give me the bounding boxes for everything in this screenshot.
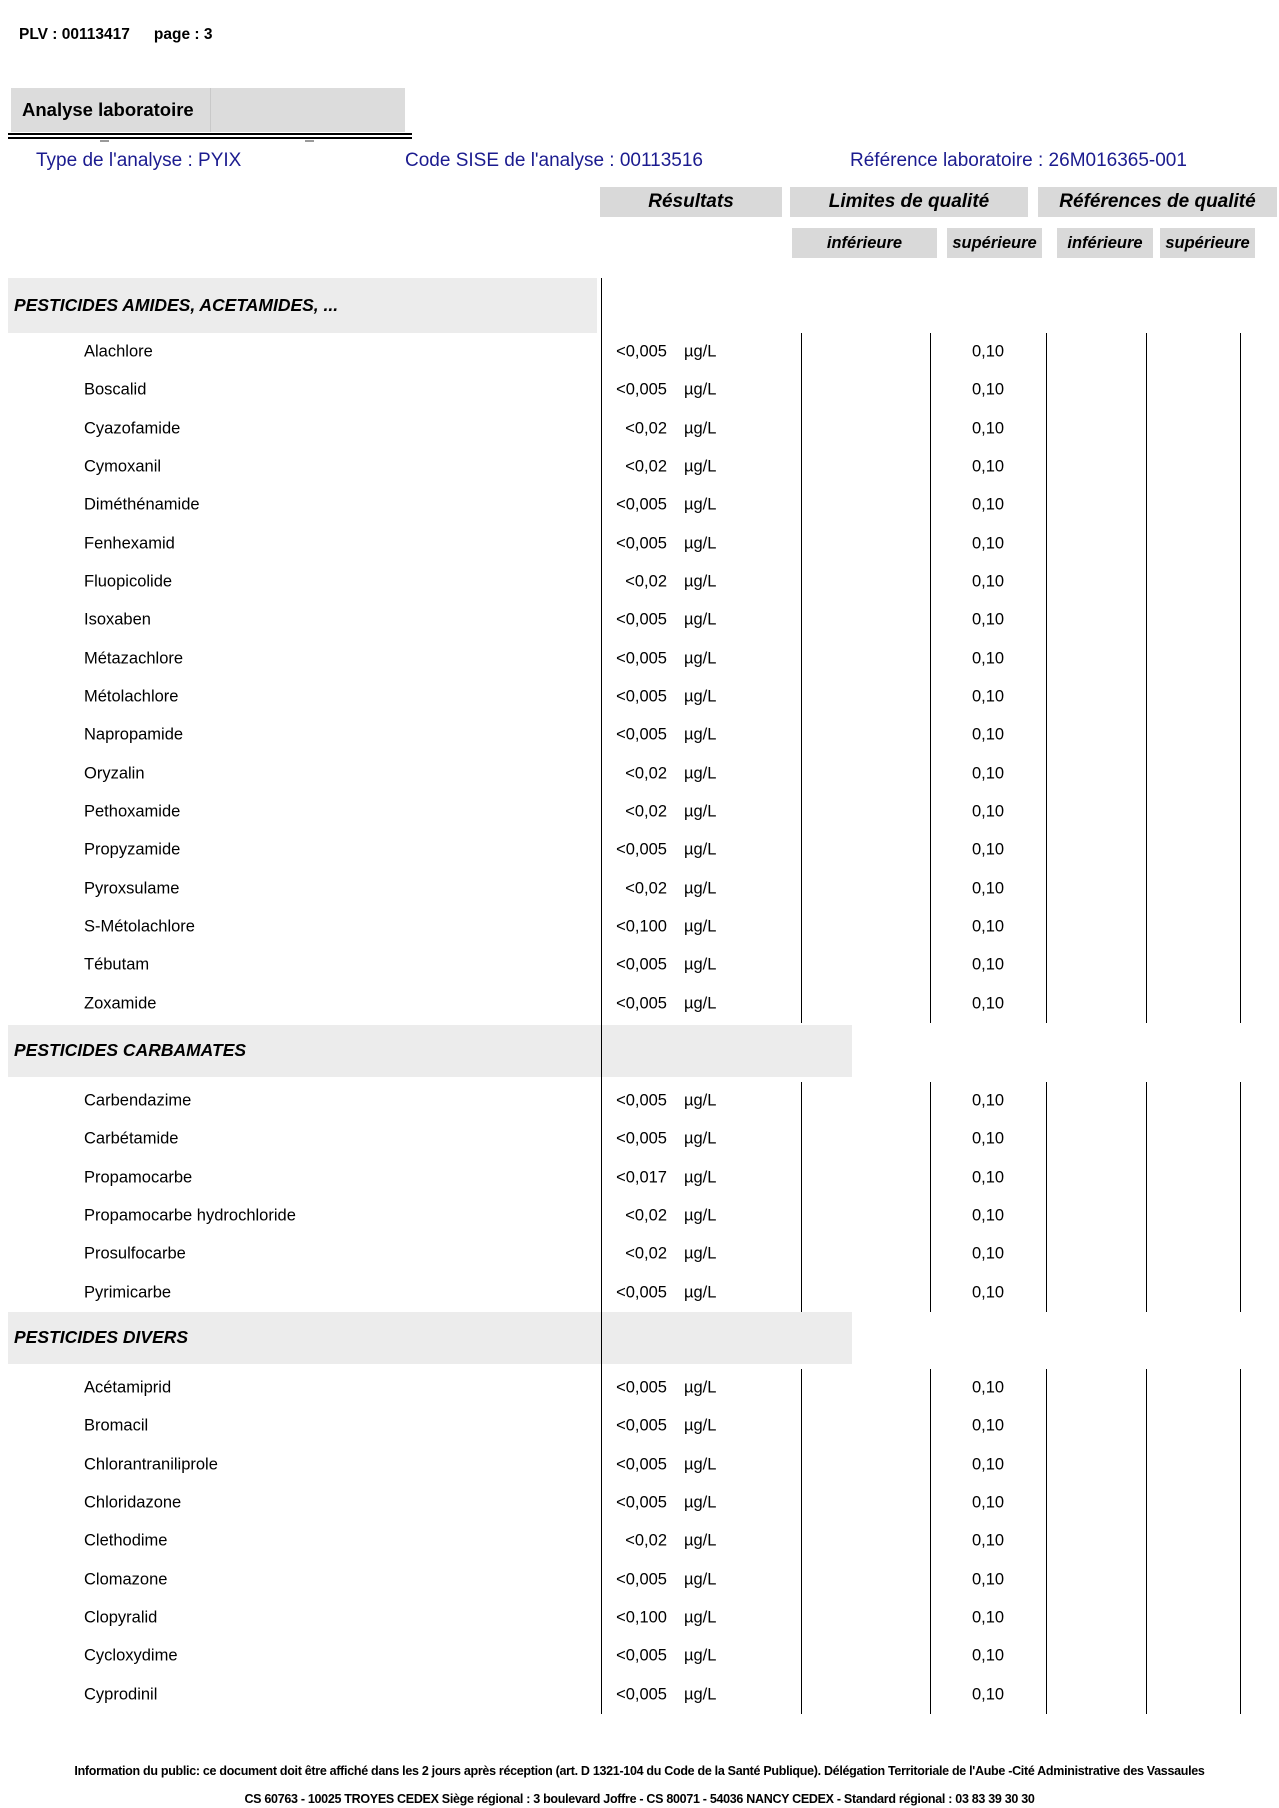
rule-tick (100, 140, 109, 142)
limite-superieure-value: 0,10 (971, 1493, 1005, 1512)
section-rows (0, 1369, 1279, 1714)
limite-superieure-value: 0,10 (971, 1455, 1005, 1474)
limite-superieure-value: 0,10 (971, 1646, 1005, 1665)
parameter-name: Cycloxydime (84, 1646, 178, 1665)
result-value: <0,02 (625, 802, 667, 821)
info-type-analyse: Type de l'analyse : PYIX (36, 150, 242, 171)
parameter-name: Propyzamide (84, 840, 181, 859)
result-unit: µg/L (684, 955, 717, 974)
parameter-row (0, 525, 1279, 563)
parameter-name: Prosulfocarbe (84, 1244, 186, 1263)
parameter-name: Isoxaben (84, 610, 151, 629)
footer-address-line: CS 60763 - 10025 TROYES CEDEX Siège régional : 3 boulevard Joffre - CS 80071 - 54036 NANCY CEDEX - Standard régional : 03 83 39 30 30 (244, 1792, 1035, 1806)
parameter-name: Métazachlore (84, 649, 184, 668)
result-value: <0,02 (625, 879, 667, 898)
result-value: <0,02 (625, 419, 667, 438)
parameter-name: Pyroxsulame (84, 879, 180, 898)
subheader-limite-superieure: supérieure (947, 228, 1042, 258)
result-unit: µg/L (684, 1378, 717, 1397)
parameter-row (0, 793, 1279, 831)
limite-superieure-value: 0,10 (971, 1244, 1005, 1263)
result-value: <0,005 (616, 840, 667, 859)
limite-superieure-value: 0,10 (971, 1416, 1005, 1435)
parameter-row (0, 831, 1279, 869)
parameter-row (0, 985, 1279, 1023)
parameter-name: Tébutam (84, 955, 150, 974)
limite-superieure-value: 0,10 (971, 1608, 1005, 1627)
result-unit: µg/L (684, 1129, 717, 1148)
limite-superieure-value: 0,10 (971, 457, 1005, 476)
limite-superieure-value: 0,10 (971, 495, 1005, 514)
parameter-row (0, 448, 1279, 486)
parameter-name: Boscalid (84, 380, 147, 399)
analysis-title-empty-cell (210, 88, 405, 132)
result-unit: µg/L (684, 802, 717, 821)
result-value: <0,005 (616, 610, 667, 629)
result-value: <0,005 (616, 1091, 667, 1110)
result-unit: µg/L (684, 1570, 717, 1589)
parameter-row (0, 1274, 1279, 1312)
parameter-row (0, 716, 1279, 754)
parameter-name: Cymoxanil (84, 457, 162, 476)
result-value: <0,02 (625, 1244, 667, 1263)
result-value: <0,005 (616, 649, 667, 668)
parameter-name: Clethodime (84, 1531, 168, 1550)
limite-superieure-value: 0,10 (971, 342, 1005, 361)
info-code-sise: Code SISE de l'analyse : 00113516 (405, 150, 703, 171)
results-table (0, 278, 1279, 1714)
limite-superieure-value: 0,10 (971, 380, 1005, 399)
result-unit: µg/L (684, 572, 717, 591)
parameter-row (0, 601, 1279, 639)
analysis-title-label: Analyse laboratoire (22, 99, 194, 120)
section-header: PESTICIDES CARBAMATES (8, 1025, 852, 1077)
limite-superieure-value: 0,10 (971, 1378, 1005, 1397)
limite-superieure-value: 0,10 (971, 917, 1005, 936)
parameter-name: Clopyralid (84, 1608, 158, 1627)
parameter-name: Napropamide (84, 725, 184, 744)
result-unit: µg/L (684, 380, 717, 399)
result-unit: µg/L (684, 649, 717, 668)
result-unit: µg/L (684, 457, 717, 476)
parameter-row (0, 1676, 1279, 1714)
section-header: PESTICIDES AMIDES, ACETAMIDES, ... (8, 278, 597, 333)
result-unit: µg/L (684, 725, 717, 744)
result-value: <0,100 (616, 1608, 667, 1627)
result-unit: µg/L (684, 917, 717, 936)
parameter-row (0, 1159, 1279, 1197)
limite-superieure-value: 0,10 (971, 879, 1005, 898)
page-header (19, 26, 212, 44)
parameter-row (0, 1637, 1279, 1675)
result-value: <0,02 (625, 572, 667, 591)
limite-superieure-value: 0,10 (971, 1531, 1005, 1550)
parameter-row (0, 1599, 1279, 1637)
result-value: <0,005 (616, 342, 667, 361)
result-value: <0,005 (616, 725, 667, 744)
result-unit: µg/L (684, 879, 717, 898)
parameter-name: Alachlore (84, 342, 153, 361)
result-unit: µg/L (684, 1206, 717, 1225)
result-unit: µg/L (684, 994, 717, 1013)
parameter-name: S-Métolachlore (84, 917, 195, 936)
column-header-limites: Limites de qualité (790, 187, 1028, 217)
section-header: PESTICIDES DIVERS (8, 1312, 852, 1364)
limite-superieure-value: 0,10 (971, 687, 1005, 706)
subheader-limite-inferieure: inférieure (792, 228, 937, 258)
parameter-row (0, 1484, 1279, 1522)
result-unit: µg/L (684, 419, 717, 438)
result-unit: µg/L (684, 534, 717, 553)
result-value: <0,005 (616, 380, 667, 399)
limite-superieure-value: 0,10 (971, 1283, 1005, 1302)
parameter-name: Carbétamide (84, 1129, 179, 1148)
parameter-name: Fenhexamid (84, 534, 175, 553)
double-rule-divider (8, 133, 412, 139)
limite-superieure-value: 0,10 (971, 1129, 1005, 1148)
limite-superieure-value: 0,10 (971, 610, 1005, 629)
parameter-name: Propamocarbe hydrochloride (84, 1206, 296, 1225)
parameter-row (0, 563, 1279, 601)
parameter-name: Chlorantraniliprole (84, 1455, 218, 1474)
parameter-name: Cyazofamide (84, 419, 181, 438)
parameter-name: Clomazone (84, 1570, 168, 1589)
result-unit: µg/L (684, 1493, 717, 1512)
limite-superieure-value: 0,10 (971, 419, 1005, 438)
result-unit: µg/L (684, 1685, 717, 1704)
result-unit: µg/L (684, 495, 717, 514)
parameter-row (0, 870, 1279, 908)
parameter-row (0, 333, 1279, 371)
plv-label: PLV : 00113417 (19, 26, 130, 43)
result-unit: µg/L (684, 1455, 717, 1474)
parameter-row (0, 1522, 1279, 1560)
result-unit: µg/L (684, 1168, 717, 1187)
result-value: <0,005 (616, 994, 667, 1013)
result-value: <0,005 (616, 534, 667, 553)
subheader-reference-inferieure: inférieure (1057, 228, 1153, 258)
parameter-name: Diméthénamide (84, 495, 200, 514)
result-value: <0,02 (625, 457, 667, 476)
result-value: <0,005 (616, 687, 667, 706)
parameter-row (0, 486, 1279, 524)
column-header-resultats: Résultats (600, 187, 782, 217)
limite-superieure-value: 0,10 (971, 1206, 1005, 1225)
limite-superieure-value: 0,10 (971, 572, 1005, 591)
limite-superieure-value: 0,10 (971, 1168, 1005, 1187)
parameter-name: Bromacil (84, 1416, 149, 1435)
parameter-row (0, 1082, 1279, 1120)
result-value: <0,100 (616, 917, 667, 936)
page-number-label: page : 3 (153, 26, 213, 43)
result-unit: µg/L (684, 1531, 717, 1550)
result-value: <0,005 (616, 1378, 667, 1397)
result-unit: µg/L (684, 1283, 717, 1302)
parameter-name: Acétamiprid (84, 1378, 172, 1397)
section-rows (0, 1082, 1279, 1312)
parameter-row (0, 755, 1279, 793)
parameter-name: Métolachlore (84, 687, 179, 706)
result-value: <0,005 (616, 1646, 667, 1665)
column-header-references: Références de qualité (1038, 187, 1277, 217)
limite-superieure-value: 0,10 (971, 764, 1005, 783)
parameter-row (0, 1235, 1279, 1273)
parameter-row (0, 678, 1279, 716)
result-value: <0,005 (616, 1416, 667, 1435)
result-value: <0,005 (616, 955, 667, 974)
limite-superieure-value: 0,10 (971, 1685, 1005, 1704)
analysis-title-box (11, 88, 405, 132)
result-unit: µg/L (684, 764, 717, 783)
limite-superieure-value: 0,10 (971, 994, 1005, 1013)
result-value: <0,005 (616, 1455, 667, 1474)
parameter-name: Pethoxamide (84, 802, 181, 821)
result-value: <0,005 (616, 1570, 667, 1589)
limite-superieure-value: 0,10 (971, 1091, 1005, 1110)
result-value: <0,005 (616, 1685, 667, 1704)
subheader-reference-superieure: supérieure (1160, 228, 1255, 258)
parameter-name: Propamocarbe (84, 1168, 193, 1187)
parameter-name: Zoxamide (84, 994, 157, 1013)
limite-superieure-value: 0,10 (971, 649, 1005, 668)
parameter-row (0, 946, 1279, 984)
limite-superieure-value: 0,10 (971, 802, 1005, 821)
result-unit: µg/L (684, 1091, 717, 1110)
limite-superieure-value: 0,10 (971, 840, 1005, 859)
parameter-row (0, 1561, 1279, 1599)
result-value: <0,02 (625, 764, 667, 783)
parameter-row (0, 410, 1279, 448)
limite-superieure-value: 0,10 (971, 955, 1005, 974)
parameter-name: Cyprodinil (84, 1685, 158, 1704)
limite-superieure-value: 0,10 (971, 534, 1005, 553)
parameter-row (0, 1120, 1279, 1158)
result-value: <0,005 (616, 1493, 667, 1512)
parameter-row (0, 371, 1279, 409)
section-rows (0, 333, 1279, 1023)
result-unit: µg/L (684, 342, 717, 361)
result-value: <0,017 (616, 1168, 667, 1187)
parameter-row (0, 908, 1279, 946)
result-value: <0,02 (625, 1206, 667, 1225)
result-unit: µg/L (684, 1244, 717, 1263)
result-unit: µg/L (684, 1416, 717, 1435)
result-value: <0,005 (616, 1283, 667, 1302)
result-value: <0,005 (616, 1129, 667, 1148)
result-unit: µg/L (684, 610, 717, 629)
result-value: <0,005 (616, 495, 667, 514)
parameter-row (0, 1407, 1279, 1445)
rule-tick (305, 140, 314, 142)
results-column-divider (601, 278, 602, 1714)
parameter-name: Chloridazone (84, 1493, 182, 1512)
limite-superieure-value: 0,10 (971, 725, 1005, 744)
parameter-name: Pyrimicarbe (84, 1283, 172, 1302)
parameter-name: Fluopicolide (84, 572, 173, 591)
parameter-name: Carbendazime (84, 1091, 192, 1110)
info-reference-laboratoire: Référence laboratoire : 26M016365-001 (850, 150, 1187, 171)
parameter-name: Oryzalin (84, 764, 145, 783)
result-unit: µg/L (684, 1646, 717, 1665)
footer-info-line: Information du public: ce document doit être affiché dans les 2 jours après réception (art. D 1321-104 du Code de la Santé Publique). Délégation Territoriale de l'Aube -Cité Administrative des Vassaules (74, 1764, 1205, 1778)
result-unit: µg/L (684, 1608, 717, 1627)
limite-superieure-value: 0,10 (971, 1570, 1005, 1589)
parameter-row (0, 1197, 1279, 1235)
parameter-row (0, 1369, 1279, 1407)
parameter-row (0, 640, 1279, 678)
result-unit: µg/L (684, 840, 717, 859)
result-value: <0,02 (625, 1531, 667, 1550)
result-unit: µg/L (684, 687, 717, 706)
parameter-row (0, 1446, 1279, 1484)
